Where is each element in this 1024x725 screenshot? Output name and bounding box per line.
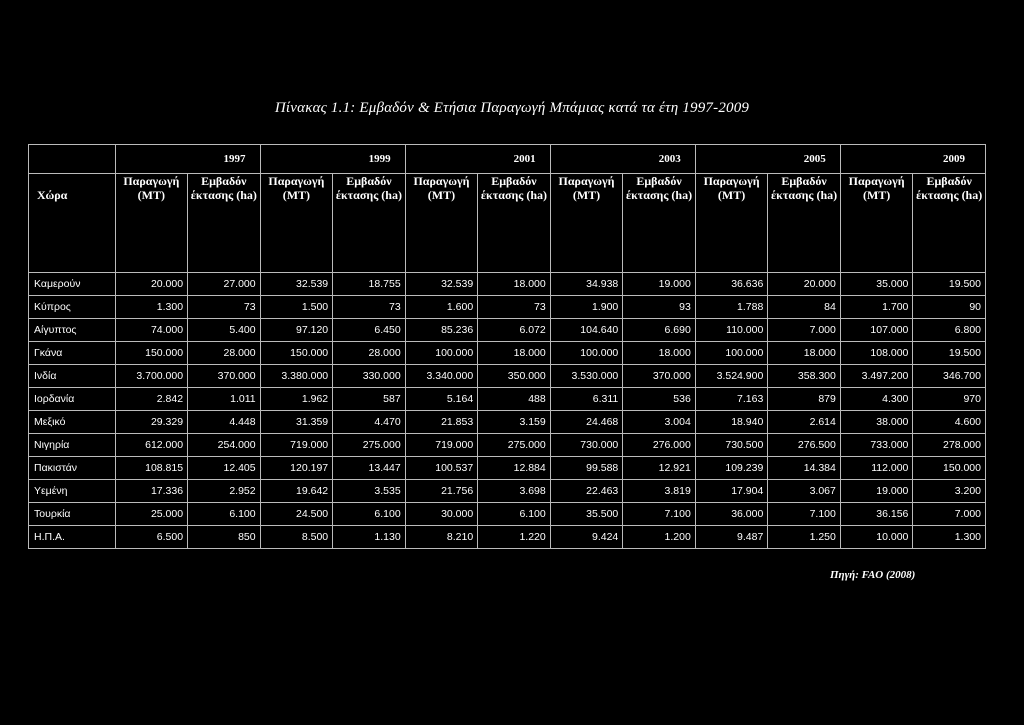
table-title — [0, 100, 1024, 117]
area-cell: 276.500 — [768, 434, 841, 457]
area-cell: 7.000 — [768, 319, 841, 342]
country-cell: Νιγηρία — [29, 434, 116, 457]
area-cell: 1.011 — [188, 388, 261, 411]
production-cell: 100.000 — [405, 342, 478, 365]
area-cell: 12.884 — [478, 457, 551, 480]
country-cell: Ινδία — [29, 365, 116, 388]
area-cell: 1.300 — [913, 526, 986, 549]
production-cell: 25.000 — [115, 503, 188, 526]
production-cell: 97.120 — [260, 319, 333, 342]
production-cell: 8.500 — [260, 526, 333, 549]
column-header: Εμβαδόν έκτασης (ha) — [333, 174, 406, 273]
production-cell: 730.500 — [695, 434, 768, 457]
production-cell: 32.539 — [405, 273, 478, 296]
area-cell: 18.755 — [333, 273, 406, 296]
production-cell: 6.500 — [115, 526, 188, 549]
production-cell: 9.487 — [695, 526, 768, 549]
column-header: Παραγωγή (ΜΤ) — [840, 174, 913, 273]
column-header: Εμβαδόν έκτασης (ha) — [478, 174, 551, 273]
area-cell: 73 — [333, 296, 406, 319]
area-cell: 20.000 — [768, 273, 841, 296]
area-cell: 850 — [188, 526, 261, 549]
table-row — [29, 296, 986, 319]
area-cell: 6.100 — [333, 503, 406, 526]
area-cell: 276.000 — [623, 434, 696, 457]
production-cell: 4.300 — [840, 388, 913, 411]
area-cell: 370.000 — [188, 365, 261, 388]
production-cell: 150.000 — [260, 342, 333, 365]
production-cell: 3.530.000 — [550, 365, 623, 388]
production-cell: 1.500 — [260, 296, 333, 319]
area-cell: 18.000 — [478, 273, 551, 296]
production-cell: 10.000 — [840, 526, 913, 549]
production-cell: 3.700.000 — [115, 365, 188, 388]
area-cell: 6.100 — [188, 503, 261, 526]
production-table — [28, 144, 986, 549]
table-row — [29, 319, 986, 342]
production-cell: 1.600 — [405, 296, 478, 319]
production-cell: 29.329 — [115, 411, 188, 434]
production-cell: 612.000 — [115, 434, 188, 457]
production-cell: 21.756 — [405, 480, 478, 503]
table-title-text: : Εμβαδόν & Ετήσια Παραγωγή Μπάμιας κατά τα έτη 1997-2009 — [350, 100, 750, 116]
area-cell: 1.250 — [768, 526, 841, 549]
production-cell: 109.239 — [695, 457, 768, 480]
table-row — [29, 388, 986, 411]
production-cell: 7.163 — [695, 388, 768, 411]
production-cell: 104.640 — [550, 319, 623, 342]
production-cell: 1.700 — [840, 296, 913, 319]
area-cell: 370.000 — [623, 365, 696, 388]
column-header: Εμβαδόν έκτασης (ha) — [913, 174, 986, 273]
area-cell: 19.500 — [913, 273, 986, 296]
country-cell: Ιορδανία — [29, 388, 116, 411]
area-cell: 73 — [188, 296, 261, 319]
production-cell: 99.588 — [550, 457, 623, 480]
column-header: Παραγωγή (ΜΤ) — [550, 174, 623, 273]
area-cell: 536 — [623, 388, 696, 411]
year-header-row — [29, 145, 986, 174]
year-header-cell: 1999 — [260, 145, 405, 174]
production-cell: 719.000 — [405, 434, 478, 457]
production-cell: 21.853 — [405, 411, 478, 434]
production-cell: 19.000 — [840, 480, 913, 503]
area-cell: 19.500 — [913, 342, 986, 365]
column-header: Παραγωγή (ΜΤ) — [260, 174, 333, 273]
area-cell: 3.819 — [623, 480, 696, 503]
table-row — [29, 434, 986, 457]
production-cell: 100.000 — [550, 342, 623, 365]
production-cell: 18.940 — [695, 411, 768, 434]
production-cell: 719.000 — [260, 434, 333, 457]
production-cell: 120.197 — [260, 457, 333, 480]
area-cell: 6.800 — [913, 319, 986, 342]
area-cell: 93 — [623, 296, 696, 319]
production-cell: 1.300 — [115, 296, 188, 319]
production-cell: 1.788 — [695, 296, 768, 319]
country-cell: Κύπρος — [29, 296, 116, 319]
production-cell: 34.938 — [550, 273, 623, 296]
area-cell: 6.690 — [623, 319, 696, 342]
table-row — [29, 480, 986, 503]
area-cell: 12.405 — [188, 457, 261, 480]
area-cell: 3.535 — [333, 480, 406, 503]
production-cell: 730.000 — [550, 434, 623, 457]
table-body — [29, 273, 986, 549]
year-header-cell: 2009 — [840, 145, 985, 174]
table-row — [29, 365, 986, 388]
year-header-blank — [29, 145, 116, 174]
area-cell: 278.000 — [913, 434, 986, 457]
area-cell: 1.130 — [333, 526, 406, 549]
area-cell: 3.159 — [478, 411, 551, 434]
area-cell: 28.000 — [188, 342, 261, 365]
area-cell: 7.000 — [913, 503, 986, 526]
production-cell: 733.000 — [840, 434, 913, 457]
production-cell: 8.210 — [405, 526, 478, 549]
production-cell: 24.468 — [550, 411, 623, 434]
production-cell: 108.000 — [840, 342, 913, 365]
area-cell: 350.000 — [478, 365, 551, 388]
area-cell: 7.100 — [768, 503, 841, 526]
area-cell: 4.448 — [188, 411, 261, 434]
production-cell: 9.424 — [550, 526, 623, 549]
area-cell: 2.614 — [768, 411, 841, 434]
area-cell: 150.000 — [913, 457, 986, 480]
table-row — [29, 457, 986, 480]
area-cell: 18.000 — [478, 342, 551, 365]
area-cell: 19.000 — [623, 273, 696, 296]
column-header: Παραγωγή (ΜΤ) — [115, 174, 188, 273]
area-cell: 358.300 — [768, 365, 841, 388]
year-header-cell: 2005 — [695, 145, 840, 174]
production-cell: 1.900 — [550, 296, 623, 319]
area-cell: 6.100 — [478, 503, 551, 526]
production-cell: 30.000 — [405, 503, 478, 526]
country-cell: Καμερούν — [29, 273, 116, 296]
production-cell: 36.636 — [695, 273, 768, 296]
area-cell: 330.000 — [333, 365, 406, 388]
area-cell: 84 — [768, 296, 841, 319]
production-cell: 32.539 — [260, 273, 333, 296]
column-header: Εμβαδόν έκτασης (ha) — [623, 174, 696, 273]
production-cell: 31.359 — [260, 411, 333, 434]
production-cell: 100.537 — [405, 457, 478, 480]
table-row — [29, 342, 986, 365]
area-cell: 488 — [478, 388, 551, 411]
column-header: Εμβαδόν έκτασης (ha) — [188, 174, 261, 273]
production-cell: 100.000 — [695, 342, 768, 365]
area-cell: 4.470 — [333, 411, 406, 434]
production-cell: 35.500 — [550, 503, 623, 526]
year-header-cell: 2003 — [550, 145, 695, 174]
area-cell: 4.600 — [913, 411, 986, 434]
production-cell: 24.500 — [260, 503, 333, 526]
production-cell: 3.340.000 — [405, 365, 478, 388]
area-cell: 18.000 — [623, 342, 696, 365]
column-header: Εμβαδόν έκτασης (ha) — [768, 174, 841, 273]
production-cell: 6.311 — [550, 388, 623, 411]
area-cell: 6.072 — [478, 319, 551, 342]
production-cell: 36.156 — [840, 503, 913, 526]
table-row — [29, 411, 986, 434]
area-cell: 2.952 — [188, 480, 261, 503]
production-cell: 150.000 — [115, 342, 188, 365]
area-cell: 275.000 — [333, 434, 406, 457]
production-cell: 20.000 — [115, 273, 188, 296]
production-cell: 3.497.200 — [840, 365, 913, 388]
production-cell: 5.164 — [405, 388, 478, 411]
area-cell: 12.921 — [623, 457, 696, 480]
country-cell: Τουρκία — [29, 503, 116, 526]
production-cell: 2.842 — [115, 388, 188, 411]
area-cell: 3.004 — [623, 411, 696, 434]
area-cell: 28.000 — [333, 342, 406, 365]
column-header-row — [29, 174, 986, 273]
area-cell: 90 — [913, 296, 986, 319]
production-cell: 108.815 — [115, 457, 188, 480]
production-cell: 107.000 — [840, 319, 913, 342]
country-column-header: Χώρα — [29, 174, 116, 273]
area-cell: 7.100 — [623, 503, 696, 526]
production-cell: 112.000 — [840, 457, 913, 480]
area-cell: 73 — [478, 296, 551, 319]
country-cell: Υεμένη — [29, 480, 116, 503]
country-cell: Η.Π.Α. — [29, 526, 116, 549]
column-header: Παραγωγή (ΜΤ) — [695, 174, 768, 273]
area-cell: 879 — [768, 388, 841, 411]
area-cell: 587 — [333, 388, 406, 411]
area-cell: 14.384 — [768, 457, 841, 480]
area-cell: 18.000 — [768, 342, 841, 365]
production-cell: 17.336 — [115, 480, 188, 503]
area-cell: 1.200 — [623, 526, 696, 549]
table-row — [29, 273, 986, 296]
source-note: Πηγή: FAO (2008) — [830, 569, 916, 581]
area-cell: 5.400 — [188, 319, 261, 342]
area-cell: 6.450 — [333, 319, 406, 342]
area-cell: 13.447 — [333, 457, 406, 480]
area-cell: 1.220 — [478, 526, 551, 549]
area-cell: 3.200 — [913, 480, 986, 503]
area-cell: 3.067 — [768, 480, 841, 503]
area-cell: 3.698 — [478, 480, 551, 503]
table-title-label: Πίνακας 1.1 — [274, 100, 351, 116]
production-cell: 1.962 — [260, 388, 333, 411]
production-cell: 110.000 — [695, 319, 768, 342]
country-cell: Αίγυπτος — [29, 319, 116, 342]
production-cell: 19.642 — [260, 480, 333, 503]
production-cell: 74.000 — [115, 319, 188, 342]
country-cell: Πακιστάν — [29, 457, 116, 480]
production-cell: 85.236 — [405, 319, 478, 342]
area-cell: 970 — [913, 388, 986, 411]
country-cell: Γκάνα — [29, 342, 116, 365]
year-header-cell: 2001 — [405, 145, 550, 174]
area-cell: 275.000 — [478, 434, 551, 457]
production-cell: 35.000 — [840, 273, 913, 296]
production-cell: 22.463 — [550, 480, 623, 503]
area-cell: 27.000 — [188, 273, 261, 296]
production-cell: 3.524.900 — [695, 365, 768, 388]
country-cell: Μεξικό — [29, 411, 116, 434]
table-row — [29, 526, 986, 549]
year-header-cell: 1997 — [115, 145, 260, 174]
production-cell: 36.000 — [695, 503, 768, 526]
area-cell: 254.000 — [188, 434, 261, 457]
production-cell: 38.000 — [840, 411, 913, 434]
area-cell: 346.700 — [913, 365, 986, 388]
production-cell: 3.380.000 — [260, 365, 333, 388]
column-header: Παραγωγή (ΜΤ) — [405, 174, 478, 273]
table-row — [29, 503, 986, 526]
production-cell: 17.904 — [695, 480, 768, 503]
